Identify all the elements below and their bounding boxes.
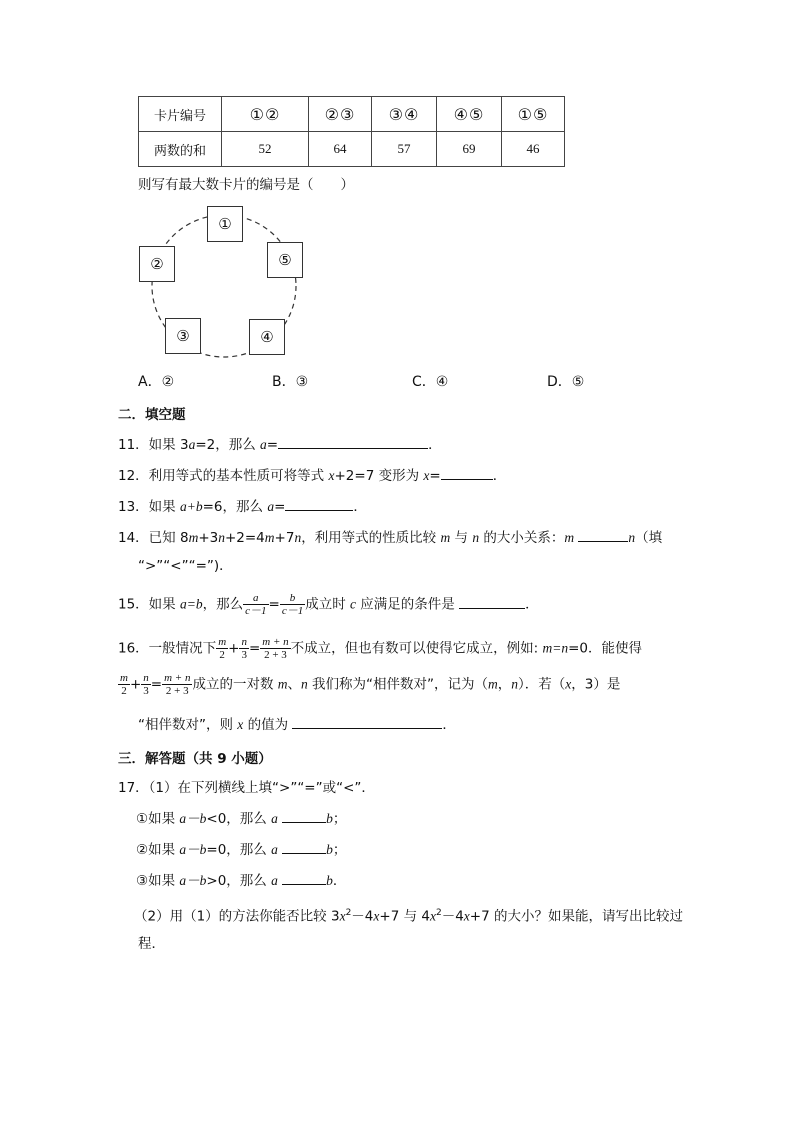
q13-text: ．	[353, 499, 367, 515]
q16-text: =	[248, 640, 261, 657]
q17-text: －4	[351, 908, 374, 925]
q16-text: 的值为	[243, 717, 293, 733]
var-b: b	[326, 842, 333, 857]
table-cell-pair: ②③	[309, 97, 372, 132]
q17-text: +7 的大小？如果能，请写出比较过	[469, 908, 683, 925]
var-x: x	[429, 908, 436, 924]
var-x: x	[423, 468, 430, 483]
var-n: n	[628, 530, 636, 545]
question-11	[118, 436, 442, 454]
denominator: 2 + 3	[264, 649, 287, 661]
card-2: ②	[139, 246, 175, 282]
answer-blank[interactable]	[282, 810, 326, 823]
q15-text: 成立时	[305, 596, 350, 613]
q14-text: （填	[635, 530, 663, 546]
var-b: b	[326, 873, 333, 888]
q15-text: =	[268, 596, 280, 613]
q16-text: +	[228, 640, 240, 657]
card-circle-diagram	[135, 200, 315, 365]
section-fill-in: 二．填空题	[118, 407, 186, 423]
q17-text: ②如果	[136, 842, 180, 858]
answer-blank[interactable]	[282, 841, 326, 854]
var-m: m	[277, 676, 288, 692]
q12-text: =	[429, 468, 441, 484]
table-cell-sum: 52	[222, 132, 309, 167]
table-cell-sum: 57	[372, 132, 437, 167]
numerator: a	[243, 592, 268, 605]
q11-text: 11．如果 3	[118, 437, 189, 453]
question-17-part-2-line2: 程．	[138, 936, 165, 952]
q13-text: 13．如果	[118, 499, 180, 515]
question-16	[118, 636, 642, 661]
q12-text: 12．利用等式的基本性质可将等式	[118, 468, 329, 484]
expr-a-minus-b: a－b	[179, 842, 207, 857]
answer-blank[interactable]	[578, 529, 628, 542]
q16-text: ．	[442, 717, 456, 733]
var-a: a	[271, 842, 278, 857]
table-cell-sum: 64	[309, 132, 372, 167]
q17-text: <0，那么	[206, 811, 272, 827]
card-1: ①	[207, 206, 243, 242]
table-header-card-number: 卡片编号	[139, 97, 222, 132]
q16-text: 16．一般情况下	[118, 640, 217, 657]
q16-text: 、	[287, 676, 301, 693]
question-12	[118, 467, 506, 485]
table-cell-pair: ①②	[222, 97, 309, 132]
var-m: m	[188, 530, 199, 545]
q11-text: =	[266, 437, 279, 453]
denominator: 2	[121, 685, 127, 697]
var-a: a	[271, 873, 278, 888]
q14-text: +3	[198, 530, 219, 546]
var-a: a	[260, 437, 267, 452]
fraction	[118, 672, 130, 697]
numerator: m	[120, 672, 128, 684]
q14-text: 与	[450, 530, 473, 546]
q14-text: 14．已知 8	[118, 530, 189, 546]
numerator: n	[143, 672, 149, 684]
table-cell-sum: 46	[502, 132, 565, 167]
var-a: a	[267, 499, 275, 514]
q12-text: ．	[492, 468, 507, 484]
question-15	[118, 592, 539, 617]
var-a: a	[271, 811, 278, 826]
var-n: n	[472, 530, 480, 545]
denominator: c－1	[281, 605, 304, 617]
var-x: x	[463, 908, 470, 924]
question-16-line2	[118, 672, 620, 697]
expr-m-eq-n: m=n	[542, 640, 569, 656]
q17-text: ；	[332, 811, 347, 827]
q13-text: =6，那么	[202, 499, 268, 515]
question-14	[118, 529, 662, 547]
numerator: m + n	[164, 672, 191, 684]
q16-text: ）．若（	[518, 676, 566, 693]
var-x: x	[339, 908, 346, 924]
var-b: b	[326, 811, 333, 826]
q17-text: ；	[332, 842, 347, 858]
denominator: 2 + 3	[165, 685, 189, 697]
var-n: n	[294, 530, 302, 545]
q17-text: ①如果	[136, 811, 180, 827]
question-17-item-1	[136, 810, 346, 828]
question-stem: 则写有最大数卡片的编号是（ ）	[138, 177, 354, 193]
q16-text: ，	[497, 676, 512, 693]
table-row	[139, 132, 565, 167]
var-m: m	[564, 530, 575, 545]
q15-text: 15．如果	[118, 596, 180, 613]
table-header-sum: 两数的和	[139, 132, 222, 167]
q14-text: +2=4	[224, 530, 265, 546]
card-5: ⑤	[267, 242, 303, 278]
fraction	[162, 672, 192, 697]
var-n: n	[511, 676, 519, 692]
question-17-item-3	[136, 872, 346, 890]
q16-text: =0．能使得	[568, 640, 642, 657]
answer-blank[interactable]	[285, 498, 353, 511]
q12-text: +2=7 变形为	[334, 468, 424, 484]
q13-text: =	[274, 499, 286, 515]
q16-text: 不成立，但也有数可以使得它成立，例如:	[290, 640, 543, 657]
option-c: C．④	[412, 374, 449, 390]
q11-text: =2，那么	[195, 437, 261, 453]
var-m: m	[264, 530, 275, 545]
var-x: x	[373, 908, 380, 924]
table-cell-pair: ①⑤	[502, 97, 565, 132]
var-x: x	[328, 468, 335, 483]
q17-text: ③如果	[136, 873, 180, 889]
q16-text: 成立的一对数	[192, 676, 278, 693]
q17-text: +7 与 4	[379, 908, 430, 925]
var-x: x	[565, 676, 572, 692]
denominator: c－1	[245, 605, 267, 617]
exponent: 2	[345, 908, 352, 918]
table-row	[139, 97, 565, 132]
numerator: b	[280, 592, 305, 605]
q14-text: ，利用等式的性质比较	[301, 530, 441, 546]
expr-a-eq-b: a=b	[179, 596, 203, 612]
q16-text: ，3）是	[571, 676, 621, 693]
table-cell-sum: 69	[437, 132, 502, 167]
question-14-line2: “>”“<”“=”)．	[138, 558, 233, 574]
q15-text: ，那么	[202, 596, 244, 613]
q17-text: （2）用（1）的方法你能否比较 3	[134, 908, 340, 925]
card-3: ③	[165, 318, 201, 354]
card-4: ④	[249, 319, 285, 355]
numerator: n	[241, 636, 247, 648]
question-13	[118, 498, 367, 516]
fraction	[280, 592, 305, 617]
q17-text: －4	[441, 908, 464, 925]
answer-blank[interactable]	[292, 716, 442, 729]
option-b: B．③	[272, 374, 309, 390]
q15-text: ．	[525, 596, 539, 613]
section-solutions: 三．解答题（共 9 小题）	[118, 751, 272, 767]
q16-text: +	[129, 676, 142, 693]
var-m: m	[488, 676, 498, 692]
q14-text: +7	[274, 530, 295, 546]
q17-text: >0，那么	[206, 873, 272, 889]
q11-text: ．	[428, 437, 442, 453]
question-17-item-2	[136, 841, 346, 859]
var-n: n	[301, 676, 308, 692]
var-m: m	[440, 530, 451, 545]
q16-text: “相伴数对”，则	[138, 717, 238, 733]
answer-blank[interactable]	[441, 467, 493, 480]
var-a: a	[188, 437, 196, 452]
numerator: m	[218, 636, 227, 648]
option-a: A．②	[138, 374, 175, 390]
exponent: 2	[435, 908, 442, 918]
denominator: 3	[143, 685, 149, 697]
question-17-part-2	[134, 904, 683, 926]
var-c: c	[350, 596, 356, 612]
fraction	[141, 672, 151, 697]
q17-text: =0，那么	[206, 842, 272, 858]
q15-text: 应满足的条件是	[356, 596, 460, 613]
q16-text: 我们称为“相伴数对”，记为（	[307, 676, 489, 693]
answer-blank[interactable]	[278, 436, 428, 449]
answer-blank[interactable]	[459, 596, 525, 609]
answer-blank[interactable]	[282, 872, 326, 885]
expr-a-plus-b: a+b	[179, 499, 203, 514]
question-17: 17．（1）在下列横线上填“>”“=”或“<”．	[118, 780, 375, 796]
expr-a-minus-b: a－b	[179, 811, 207, 826]
question-16-line3	[138, 716, 456, 734]
numerator: m + n	[262, 636, 289, 648]
fraction	[216, 636, 228, 661]
q17-text: ．	[332, 873, 347, 889]
var-x: x	[237, 717, 244, 732]
fraction	[243, 592, 268, 617]
fraction	[239, 636, 249, 661]
option-d: D．⑤	[547, 374, 585, 390]
expr-a-minus-b: a－b	[179, 873, 207, 888]
fraction	[260, 636, 290, 661]
denominator: 3	[241, 649, 247, 661]
q16-text: =	[150, 676, 163, 693]
denominator: 2	[219, 649, 225, 661]
q14-text: 的大小关系：	[479, 530, 565, 546]
var-n: n	[218, 530, 225, 545]
table-cell-pair: ④⑤	[437, 97, 502, 132]
card-sum-table	[138, 96, 565, 167]
table-cell-pair: ③④	[372, 97, 437, 132]
